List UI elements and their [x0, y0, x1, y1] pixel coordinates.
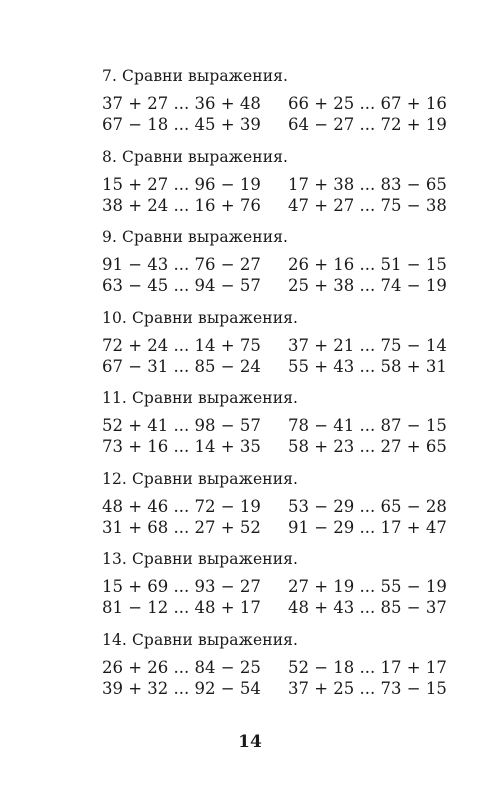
- expression-row: [102, 517, 500, 538]
- expression-row: [102, 657, 500, 678]
- exercise-list: [102, 66, 500, 710]
- expression-row: [102, 195, 500, 216]
- exercise-title: 14. Сравни выражения.: [102, 630, 299, 649]
- expression-left: 52 + 41 ... 98 − 57: [102, 416, 261, 435]
- expression-right: 37 + 21 ... 75 − 14: [288, 335, 447, 355]
- expression-left: 15 + 27 ... 96 − 19: [102, 174, 261, 194]
- expression-left: 91 − 43 ... 76 − 27: [102, 255, 261, 274]
- expression-right: 52 − 18 ... 17 + 17: [288, 657, 447, 677]
- expression-left: 48 + 46 ... 72 − 19: [102, 496, 261, 516]
- exercise-8: [102, 147, 500, 228]
- expression-right: 17 + 38 ... 83 − 65: [288, 174, 447, 194]
- expression-row: [102, 597, 500, 618]
- expression-row: [102, 254, 500, 275]
- expression-row: [102, 436, 500, 457]
- expression-right: 48 + 43 ... 85 − 37: [288, 598, 447, 617]
- expression-row: [102, 496, 500, 517]
- exercise-11: [102, 388, 500, 469]
- expression-right: 26 + 16 ... 51 − 15: [288, 255, 447, 274]
- page-number: 14: [238, 732, 262, 752]
- expression-row: [102, 415, 500, 436]
- expression-left: 37 + 27 ... 36 + 48: [102, 94, 261, 113]
- expression-left: 31 + 68 ... 27 + 52: [102, 517, 261, 537]
- exercise-10: [102, 308, 500, 389]
- expression-row: [102, 678, 500, 699]
- expression-left: 26 + 26 ... 84 − 25: [102, 657, 261, 677]
- exercise-7: [102, 66, 500, 147]
- expression-left: 67 − 31 ... 85 − 24: [102, 356, 261, 376]
- exercise-12: [102, 469, 500, 550]
- expression-right: 37 + 25 ... 73 − 15: [288, 678, 447, 698]
- expression-left: 72 + 24 ... 14 + 75: [102, 335, 261, 355]
- expression-right: 78 − 41 ... 87 − 15: [288, 416, 447, 435]
- exercise-title: 7. Сравни выражения.: [102, 67, 289, 85]
- expression-row: [102, 93, 500, 114]
- expression-right: 91 − 29 ... 17 + 47: [288, 517, 447, 537]
- expression-right: 27 + 19 ... 55 − 19: [288, 577, 447, 596]
- expression-left: 39 + 32 ... 92 − 54: [102, 678, 261, 698]
- expression-right: 64 − 27 ... 72 + 19: [288, 115, 447, 134]
- expression-left: 67 − 18 ... 45 + 39: [102, 115, 261, 134]
- expression-row: [102, 174, 500, 195]
- exercise-title: 13. Сравни выражения.: [102, 550, 299, 568]
- expression-row: [102, 576, 500, 597]
- exercise-title: 11. Сравни выражения.: [102, 389, 299, 407]
- expression-left: 73 + 16 ... 14 + 35: [102, 437, 261, 456]
- exercise-title: 9. Сравни выражения.: [102, 228, 289, 246]
- exercise-title: 10. Сравни выражения.: [102, 308, 299, 327]
- expression-right: 47 + 27 ... 75 − 38: [288, 195, 447, 215]
- exercise-title: 8. Сравни выражения.: [102, 147, 289, 166]
- exercise-14: [102, 630, 500, 711]
- expression-left: 63 − 45 ... 94 − 57: [102, 276, 261, 295]
- expression-left: 38 + 24 ... 16 + 76: [102, 195, 261, 215]
- exercise-9: [102, 227, 500, 308]
- expression-right: 55 + 43 ... 58 + 31: [288, 356, 447, 376]
- expression-row: [102, 275, 500, 296]
- exercise-title: 12. Сравни выражения.: [102, 469, 299, 488]
- expression-right: 66 + 25 ... 67 + 16: [288, 94, 447, 113]
- expression-row: [102, 114, 500, 135]
- expression-right: 53 − 29 ... 65 − 28: [288, 496, 447, 516]
- exercise-13: [102, 549, 500, 630]
- expression-right: 25 + 38 ... 74 − 19: [288, 276, 447, 295]
- expression-right: 58 + 23 ... 27 + 65: [288, 437, 447, 456]
- expression-row: [102, 335, 500, 356]
- expression-row: [102, 356, 500, 377]
- expression-left: 81 − 12 ... 48 + 17: [102, 598, 261, 617]
- expression-left: 15 + 69 ... 93 − 27: [102, 577, 261, 596]
